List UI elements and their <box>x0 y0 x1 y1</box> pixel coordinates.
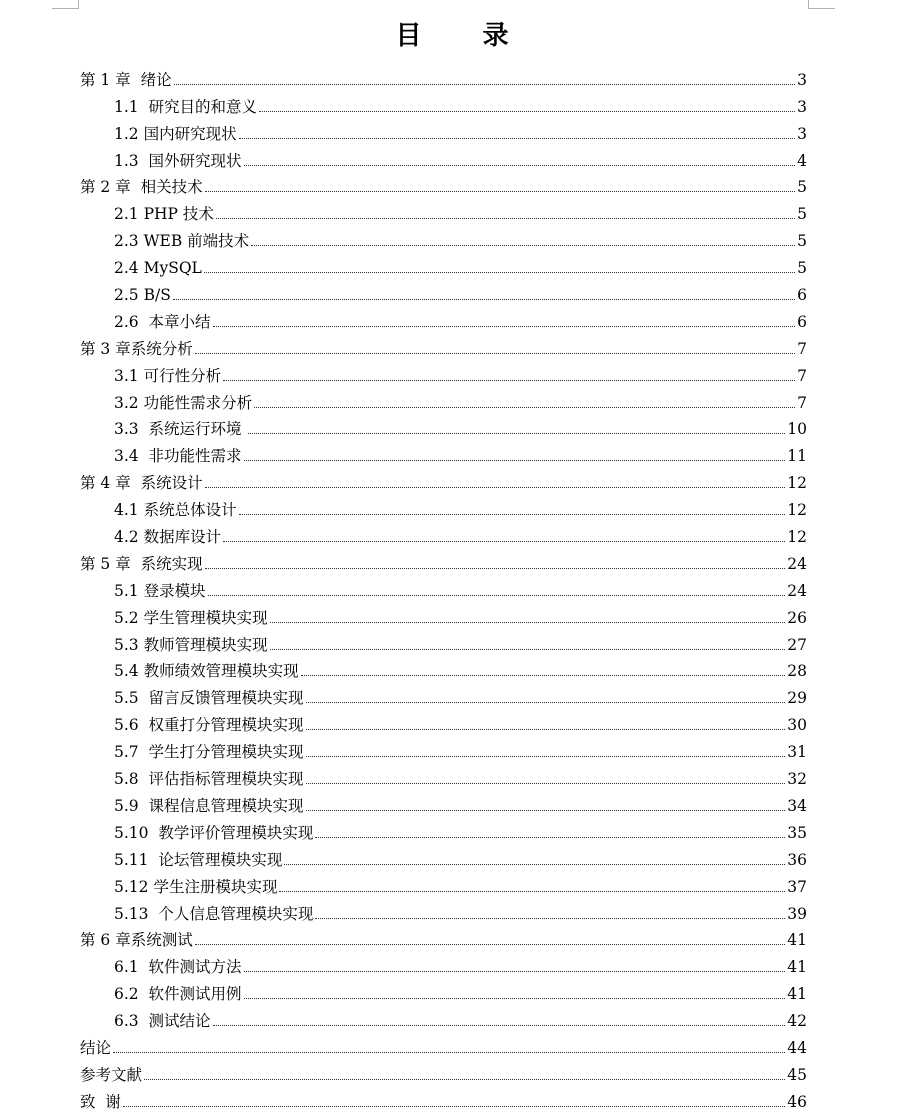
toc-page-number: 7 <box>797 366 807 385</box>
toc-page-number: 6 <box>797 286 807 305</box>
toc-page-number: 28 <box>787 662 807 681</box>
toc-section-entry[interactable] <box>80 681 807 708</box>
toc-entry-label: 5.4 教师绩效管理模块实现 <box>114 662 299 681</box>
toc-entry-label: 5.12 学生注册模块实现 <box>114 877 278 896</box>
toc-page-number: 3 <box>797 124 807 143</box>
toc-dot-leader <box>205 191 796 192</box>
toc-entry-label: 第 2 章 相关技术 <box>80 178 203 197</box>
toc-section-entry[interactable] <box>80 708 807 735</box>
toc-section-entry[interactable] <box>80 386 807 413</box>
toc-dot-leader <box>279 891 785 892</box>
toc-dot-leader <box>223 380 795 381</box>
toc-entry-label: 第 5 章 系统实现 <box>80 554 203 573</box>
toc-dot-leader <box>208 595 786 596</box>
toc-section-entry[interactable] <box>80 843 807 870</box>
toc-entry-label: 3.4 非功能性需求 <box>114 447 242 466</box>
toc-section-entry[interactable] <box>80 870 807 897</box>
toc-entry-label: 3.3 系统运行环境 <box>114 420 247 439</box>
page-title: 目 录 <box>395 21 535 51</box>
toc-entry-label: 5.11 论坛管理模块实现 <box>114 850 283 869</box>
toc-page-number: 26 <box>787 608 807 627</box>
toc-page-number: 24 <box>787 554 807 573</box>
toc-section-entry[interactable] <box>80 574 807 601</box>
toc-chapter-entry[interactable] <box>80 1058 807 1085</box>
toc-dot-leader <box>173 299 795 300</box>
toc-entry-label: 2.3 WEB 前端技术 <box>114 232 250 251</box>
toc-entry-label: 5.9 课程信息管理模块实现 <box>114 796 304 815</box>
toc-dot-leader <box>244 165 796 166</box>
toc-section-entry[interactable] <box>80 601 807 628</box>
toc-page-number: 41 <box>787 931 807 950</box>
toc-entry-label: 致 谢 <box>80 1092 121 1111</box>
toc-dot-leader <box>213 1025 786 1026</box>
toc-page-number: 4 <box>797 151 807 170</box>
toc-entry-label: 第 3 章系统分析 <box>80 339 193 358</box>
toc-dot-leader <box>315 918 785 919</box>
toc-section-entry[interactable] <box>80 493 807 520</box>
toc-page-number: 45 <box>787 1065 807 1084</box>
toc-page-number: 12 <box>787 474 807 493</box>
toc-page-number: 31 <box>787 743 807 762</box>
toc-section-entry[interactable] <box>80 1004 807 1031</box>
toc-entry-label: 4.2 数据库设计 <box>114 528 222 547</box>
toc-dot-leader <box>174 84 796 85</box>
crop-mark-top-right <box>808 0 835 9</box>
toc-section-entry[interactable] <box>80 278 807 305</box>
toc-page-number: 3 <box>797 70 807 89</box>
crop-mark-top-left <box>52 0 79 9</box>
toc-dot-leader <box>204 272 795 273</box>
toc-entry-label: 5.5 留言反馈管理模块实现 <box>114 689 304 708</box>
toc-entry-label: 2.4 MySQL <box>114 259 202 278</box>
toc-dot-leader <box>270 622 786 623</box>
toc-section-entry[interactable] <box>80 950 807 977</box>
toc-page-number: 7 <box>797 339 807 358</box>
toc-section-entry[interactable] <box>80 655 807 682</box>
toc-page-number: 11 <box>787 447 807 466</box>
toc-dot-leader <box>205 487 786 488</box>
toc-entry-label: 结论 <box>80 1038 112 1057</box>
table-of-contents <box>80 63 807 1112</box>
toc-page-number: 27 <box>787 635 807 654</box>
toc-entry-label: 5.8 评估指标管理模块实现 <box>114 770 304 789</box>
toc-entry-label: 参考文献 <box>80 1065 143 1084</box>
toc-page-number: 5 <box>797 259 807 278</box>
toc-entry-label: 5.10 教学评价管理模块实现 <box>114 823 314 842</box>
toc-entry-label: 5.13 个人信息管理模块实现 <box>114 904 314 923</box>
toc-dot-leader <box>244 998 786 999</box>
toc-chapter-entry[interactable] <box>80 466 807 493</box>
toc-chapter-entry[interactable] <box>80 1085 807 1112</box>
toc-page-number: 24 <box>787 581 807 600</box>
toc-dot-leader <box>244 460 786 461</box>
toc-section-entry[interactable] <box>80 628 807 655</box>
toc-dot-leader <box>254 407 795 408</box>
toc-dot-leader <box>306 756 786 757</box>
toc-page-number: 44 <box>787 1038 807 1057</box>
toc-page-number: 34 <box>787 796 807 815</box>
toc-dot-leader <box>216 218 795 219</box>
toc-entry-label: 4.1 系统总体设计 <box>114 501 237 520</box>
toc-section-entry[interactable] <box>80 251 807 278</box>
toc-dot-leader <box>251 245 795 246</box>
toc-entry-label: 2.1 PHP 技术 <box>114 205 214 224</box>
toc-entry-label: 6.1 软件测试方法 <box>114 958 242 977</box>
toc-section-entry[interactable] <box>80 413 807 440</box>
toc-section-entry[interactable] <box>80 359 807 386</box>
toc-page-number: 35 <box>787 823 807 842</box>
toc-section-entry[interactable] <box>80 977 807 1004</box>
toc-page-number: 41 <box>787 985 807 1004</box>
toc-dot-leader <box>248 433 785 434</box>
toc-section-entry[interactable] <box>80 439 807 466</box>
toc-section-entry[interactable] <box>80 520 807 547</box>
toc-dot-leader <box>195 353 795 354</box>
toc-page-number: 5 <box>797 178 807 197</box>
toc-section-entry[interactable] <box>80 897 807 924</box>
toc-dot-leader <box>270 649 786 650</box>
toc-page-number: 46 <box>787 1092 807 1111</box>
toc-dot-leader <box>213 326 796 327</box>
toc-dot-leader <box>239 138 796 139</box>
toc-page-number: 39 <box>787 904 807 923</box>
toc-dot-leader <box>223 541 785 542</box>
toc-entry-label: 2.5 B/S <box>114 286 171 305</box>
toc-entry-label: 5.1 登录模块 <box>114 581 206 600</box>
toc-page-number: 41 <box>787 958 807 977</box>
toc-page-number: 5 <box>797 232 807 251</box>
toc-section-entry[interactable] <box>80 224 807 251</box>
toc-chapter-entry[interactable] <box>80 332 807 359</box>
toc-dot-leader <box>306 810 786 811</box>
toc-entry-label: 1.2 国内研究现状 <box>114 124 237 143</box>
toc-dot-leader <box>123 1106 785 1107</box>
toc-dot-leader <box>306 729 786 730</box>
toc-dot-leader <box>306 783 786 784</box>
toc-section-entry[interactable] <box>80 305 807 332</box>
toc-dot-leader <box>144 1079 785 1080</box>
toc-section-entry[interactable] <box>80 197 807 224</box>
toc-section-entry[interactable] <box>80 735 807 762</box>
toc-page-number: 10 <box>787 420 807 439</box>
toc-dot-leader <box>301 675 786 676</box>
toc-chapter-entry[interactable] <box>80 924 807 951</box>
toc-page-number: 29 <box>787 689 807 708</box>
toc-section-entry[interactable] <box>80 816 807 843</box>
toc-page-number: 6 <box>797 312 807 331</box>
toc-chapter-entry[interactable] <box>80 547 807 574</box>
toc-dot-leader <box>306 702 786 703</box>
toc-entry-label: 5.6 权重打分管理模块实现 <box>114 716 304 735</box>
toc-dot-leader <box>284 864 785 865</box>
toc-page-number: 5 <box>797 205 807 224</box>
toc-entry-label: 6.2 软件测试用例 <box>114 985 242 1004</box>
toc-entry-label: 第 1 章 绪论 <box>80 70 172 89</box>
toc-section-entry[interactable] <box>80 117 807 144</box>
toc-section-entry[interactable] <box>80 789 807 816</box>
toc-entry-label: 5.7 学生打分管理模块实现 <box>114 743 304 762</box>
toc-entry-label: 第 4 章 系统设计 <box>80 474 203 493</box>
toc-chapter-entry[interactable] <box>80 1031 807 1058</box>
toc-dot-leader <box>205 568 786 569</box>
toc-entry-label: 5.2 学生管理模块实现 <box>114 608 268 627</box>
toc-page-number: 7 <box>797 393 807 412</box>
toc-page-number: 30 <box>787 716 807 735</box>
toc-dot-leader <box>239 514 786 515</box>
toc-section-entry[interactable] <box>80 762 807 789</box>
toc-entry-label: 5.3 教师管理模块实现 <box>114 635 268 654</box>
toc-entry-label: 3.1 可行性分析 <box>114 366 222 385</box>
toc-page-number: 12 <box>787 528 807 547</box>
toc-chapter-entry[interactable] <box>80 63 807 90</box>
toc-entry-label: 1.1 研究目的和意义 <box>114 97 258 116</box>
toc-page-number: 32 <box>787 770 807 789</box>
toc-entry-label: 2.6 本章小结 <box>114 312 211 331</box>
toc-section-entry[interactable] <box>80 144 807 171</box>
toc-dot-leader <box>113 1052 785 1053</box>
toc-dot-leader <box>315 837 785 838</box>
toc-dot-leader <box>259 111 795 112</box>
toc-section-entry[interactable] <box>80 90 807 117</box>
toc-page-number: 37 <box>787 877 807 896</box>
toc-entry-label: 第 6 章系统测试 <box>80 931 193 950</box>
toc-entry-label: 1.3 国外研究现状 <box>114 151 242 170</box>
toc-entry-label: 6.3 测试结论 <box>114 1012 211 1031</box>
toc-entry-label: 3.2 功能性需求分析 <box>114 393 253 412</box>
toc-dot-leader <box>244 971 786 972</box>
toc-page-number: 36 <box>787 850 807 869</box>
toc-chapter-entry[interactable] <box>80 171 807 198</box>
toc-page-number: 3 <box>797 97 807 116</box>
toc-page-number: 12 <box>787 501 807 520</box>
toc-page-number: 42 <box>787 1012 807 1031</box>
toc-dot-leader <box>195 944 786 945</box>
